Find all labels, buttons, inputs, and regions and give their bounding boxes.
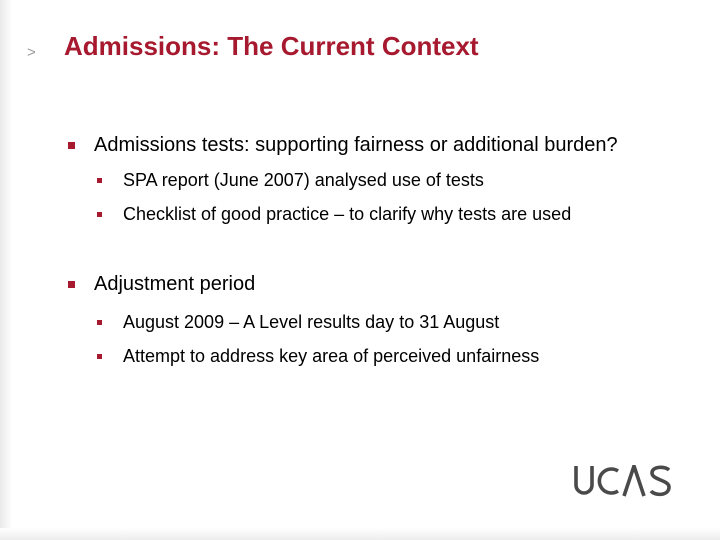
sub-bullet-item (97, 170, 484, 191)
sub-bullet-item (97, 346, 539, 367)
sub-bullet-item (97, 312, 499, 333)
square-bullet-icon (97, 178, 102, 183)
square-bullet-icon (68, 281, 75, 288)
bullet-text: Adjustment period (94, 273, 256, 295)
sub-bullet-text: SPA report (June 2007) analysed use of tests (123, 170, 484, 190)
ucas-logo (574, 465, 676, 497)
square-bullet-icon (97, 320, 102, 325)
bullet-item (68, 134, 618, 157)
sub-bullet-text: Attempt to address key area of perceived unfairness (123, 346, 540, 366)
title-chevron-icon: > (27, 44, 36, 61)
square-bullet-icon (68, 142, 75, 149)
left-edge-shading (0, 0, 12, 540)
sub-bullet-text: August 2009 – A Level results day to 31 August (123, 312, 500, 332)
slide-title: Admissions: The Current Context (64, 31, 479, 61)
bullet-item (68, 273, 255, 296)
square-bullet-icon (97, 354, 102, 359)
square-bullet-icon (97, 212, 102, 217)
bottom-shading-band (0, 528, 720, 540)
sub-bullet-item (97, 204, 571, 225)
sub-bullet-text: Checklist of good practice – to clarify why tests are used (123, 204, 572, 224)
bullet-text: Admissions tests: supporting fairness or additional burden? (94, 134, 618, 156)
